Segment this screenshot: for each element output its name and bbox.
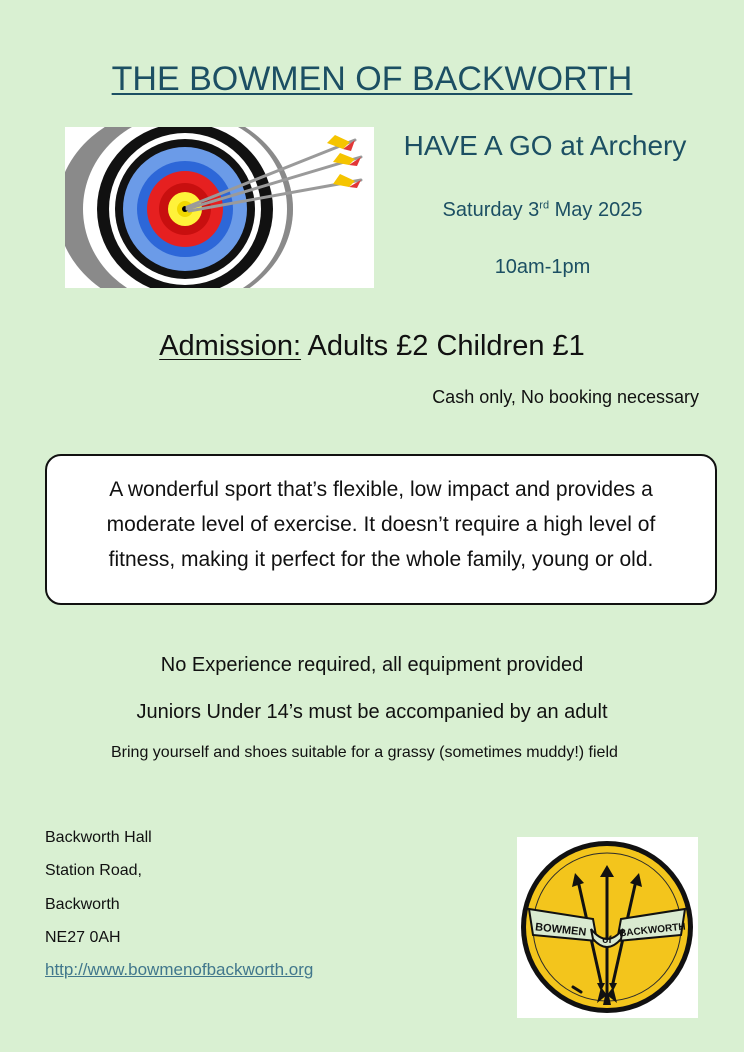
description-text: A wonderful sport that’s flexible, low impact and provides a moderate level of exercise. It doesn’t require a high level of fitness, making it perfect for the whole family, young or old. [106, 478, 656, 571]
payment-note: Cash only, No booking necessary [432, 387, 699, 407]
poster-title: THE BOWMEN OF BACKWORTH [111, 60, 633, 98]
event-date-month-year: May 2025 [549, 199, 643, 221]
logo-text-backworth: BACKWORTH [618, 921, 687, 940]
event-time: 10am-1pm [494, 256, 591, 278]
address-line-town: Backworth [45, 896, 120, 913]
info-line-experience: No Experience required, all equipment provided [160, 654, 584, 676]
address-line-postcode: NE27 0AH [45, 929, 121, 946]
logo-text-bowmen: BOWMEN [534, 921, 587, 939]
admission-prices: Adults £2 Children £1 [301, 330, 585, 362]
admission-line [0, 330, 744, 363]
archery-target-image [65, 127, 374, 288]
club-badge-icon [517, 837, 698, 1018]
description-box [45, 454, 717, 605]
info-line-juniors: Juniors Under 14’s must be accompanied by an adult [136, 701, 608, 723]
info-line-shoes: Bring yourself and shoes suitable for a grassy (sometimes muddy!) field [111, 744, 618, 761]
logo-text-of: of [602, 935, 612, 946]
event-date-day: Saturday 3 [442, 199, 540, 221]
event-title: HAVE A GO at Archery [403, 130, 687, 161]
website-link[interactable]: http://www.bowmenofbackworth.org [45, 960, 314, 979]
archery-target-icon [65, 127, 374, 288]
event-date-ordinal: rd [539, 199, 550, 212]
admission-label: Admission: [159, 330, 302, 362]
address-line-street: Station Road, [45, 862, 142, 879]
address-line-venue: Backworth Hall [45, 829, 152, 846]
club-logo [517, 837, 698, 1018]
event-date [380, 199, 705, 222]
